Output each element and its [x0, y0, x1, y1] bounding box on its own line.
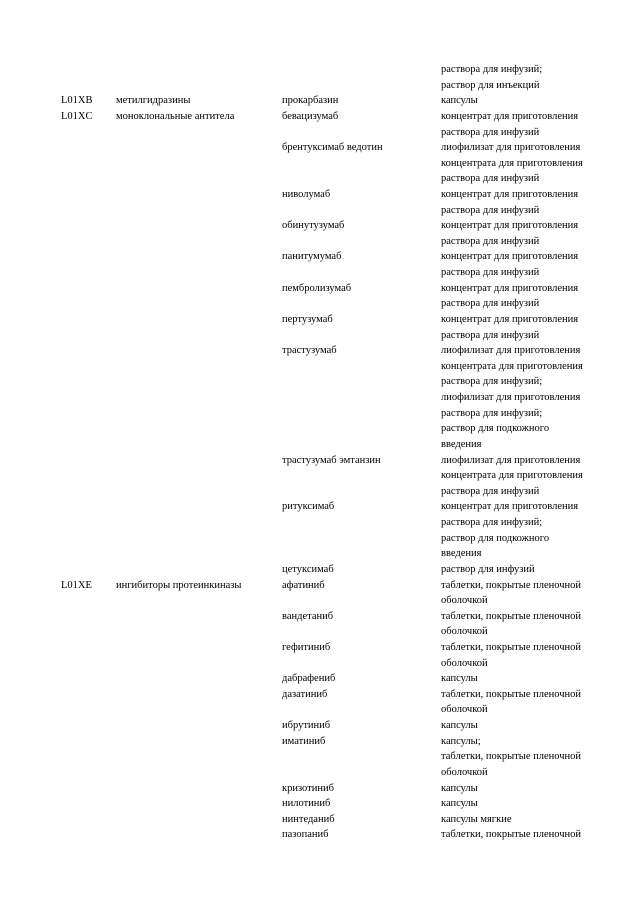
dosage-form: оболочкой [441, 657, 488, 669]
drug-name: брентуксимаб ведотин [282, 142, 383, 154]
dosage-form: концентрат для приготовления [441, 282, 579, 294]
dosage-form: капсулы мягкие [441, 813, 512, 825]
dosage-form: введения [441, 438, 482, 450]
dosage-form: капсулы [441, 95, 478, 107]
drug-name: ниволумаб [282, 189, 331, 200]
dosage-form: лиофилизат для приготовления [441, 454, 581, 466]
dosage-form: раствора для инфузий [441, 298, 540, 310]
table-line [0, 359, 640, 375]
table-line [0, 156, 640, 172]
atc-code: L01XC [61, 110, 93, 122]
drug-name: цетуксимаб [282, 563, 334, 575]
table-line [0, 328, 640, 344]
table-line [0, 640, 640, 656]
drug-name: бевацизумаб [282, 110, 339, 122]
dosage-form: концентрата для приготовления [441, 360, 583, 372]
dosage-form: раствор для подкожного [441, 423, 550, 435]
drug-name: прокарбазин [282, 95, 339, 107]
table-line [0, 718, 640, 734]
drug-name: афатиниб [282, 579, 325, 591]
table-line [0, 499, 640, 515]
dosage-form: раствора для инфузий; [441, 407, 543, 419]
table-line [0, 187, 640, 203]
dosage-form: раствора для инфузий [441, 485, 540, 497]
pharmacological-group: ингибиторы протеинкиназы [116, 579, 242, 591]
drug-name: ритуксимаб [282, 501, 335, 513]
dosage-form: таблетки, покрытые пленочной [441, 829, 582, 841]
table-line [0, 374, 640, 390]
table-line [0, 296, 640, 312]
dosage-form: оболочкой [441, 766, 488, 778]
table-line [0, 421, 640, 437]
table-line [0, 78, 640, 94]
table-line [0, 781, 640, 797]
table-line [0, 468, 640, 484]
table-line [0, 140, 640, 156]
dosage-form: раствора для инфузий [441, 126, 540, 138]
dosage-form: оболочкой [441, 595, 488, 607]
table-line [0, 749, 640, 765]
drug-name: вандетаниб [282, 610, 334, 622]
dosage-form: капсулы [441, 782, 478, 794]
dosage-form: оболочкой [441, 704, 488, 716]
dosage-form: капсулы [441, 673, 478, 685]
drug-name: нинтеданиб [282, 813, 335, 825]
table-line [0, 390, 640, 406]
dosage-form: концентрата для приготовления [441, 157, 583, 169]
dosage-form: раствор для инфузий [441, 563, 535, 575]
table-line [0, 453, 640, 469]
dosage-form: таблетки, покрытые пленочной [441, 579, 582, 591]
dosage-form: раствора для инфузий; [441, 517, 543, 528]
table-line [0, 702, 640, 718]
dosage-form: таблетки, покрытые пленочной [441, 641, 582, 653]
dosage-form: введения [441, 548, 482, 560]
table-line [0, 546, 640, 562]
drug-name: обинутузумаб [282, 220, 345, 232]
dosage-form: таблетки, покрытые пленочной [441, 751, 582, 763]
dosage-form: концентрат для приготовления [441, 110, 579, 122]
atc-code: L01XE [61, 579, 92, 591]
table-line [0, 265, 640, 281]
dosage-form: капсулы [441, 798, 478, 810]
pharmacological-group: моноклональные антитела [116, 110, 235, 122]
table-line [0, 609, 640, 625]
dosage-form: концентрат для приготовления [441, 189, 579, 200]
table-line [0, 343, 640, 359]
table-line [0, 62, 640, 78]
dosage-form: таблетки, покрытые пленочной [441, 610, 582, 622]
table-line [0, 249, 640, 265]
dosage-form: раствора для инфузий [441, 173, 540, 185]
dosage-form: концентрат для приготовления [441, 251, 579, 263]
table-line [0, 218, 640, 234]
drug-name: нилотиниб [282, 798, 331, 810]
dosage-form: раствора для инфузий [441, 235, 540, 247]
dosage-form: раствор для инъекций [441, 79, 540, 91]
table-line [0, 531, 640, 547]
dosage-form: лиофилизат для приготовления [441, 392, 581, 403]
dosage-form: концентрата для приготовления [441, 470, 583, 482]
table-line [0, 812, 640, 828]
drug-name: трастузумаб [282, 345, 337, 357]
table-line [0, 281, 640, 297]
dosage-form: концентрат для приготовления [441, 501, 579, 513]
table-line [0, 734, 640, 750]
table-line [0, 687, 640, 703]
drug-name: иматиниб [282, 735, 326, 747]
dosage-form: раствора для инфузий; [441, 376, 543, 388]
drug-name: гефитиниб [282, 641, 331, 653]
table-line [0, 671, 640, 687]
pharmacological-group: метилгидразины [116, 95, 191, 107]
drug-name: пертузумаб [282, 313, 333, 325]
table-line [0, 125, 640, 141]
table-line [0, 765, 640, 781]
dosage-form: капсулы; [441, 735, 481, 747]
table-line [0, 562, 640, 578]
dosage-form: раствора для инфузий; [441, 64, 543, 75]
dosage-form: лиофилизат для приготовления [441, 142, 581, 154]
table-line [0, 234, 640, 250]
dosage-form: таблетки, покрытые пленочной [441, 688, 582, 700]
table-line [0, 593, 640, 609]
table-line [0, 312, 640, 328]
table-line [0, 796, 640, 812]
atc-code: L01XB [61, 95, 93, 107]
drug-name: трастузумаб эмтанзин [282, 454, 381, 466]
table-line [0, 578, 640, 594]
dosage-form: раствор для подкожного [441, 532, 550, 544]
dosage-form: капсулы [441, 720, 478, 731]
table-line [0, 109, 640, 125]
drug-name: дабрафениб [282, 673, 336, 685]
drug-name: кризотиниб [282, 782, 334, 794]
table-line [0, 437, 640, 453]
dosage-form: концентрат для приготовления [441, 313, 579, 325]
drug-name: пазопаниб [282, 829, 329, 841]
table-line [0, 203, 640, 219]
table-line [0, 171, 640, 187]
table-line [0, 484, 640, 500]
drug-name: дазатиниб [282, 688, 328, 700]
dosage-form: раствора для инфузий [441, 329, 540, 341]
table-line [0, 406, 640, 422]
table-line [0, 624, 640, 640]
drug-name: пембролизумаб [282, 282, 352, 294]
dosage-form: лиофилизат для приготовления [441, 345, 581, 357]
table-line [0, 827, 640, 843]
drug-name: панитумумаб [282, 251, 342, 263]
dosage-form: раствора для инфузий [441, 267, 540, 279]
dosage-form: оболочкой [441, 626, 488, 638]
table-line [0, 515, 640, 531]
dosage-form: раствора для инфузий [441, 204, 540, 216]
dosage-form: концентрат для приготовления [441, 220, 579, 232]
table-line [0, 93, 640, 109]
drug-name: ибрутиниб [282, 720, 331, 731]
table-line [0, 656, 640, 672]
